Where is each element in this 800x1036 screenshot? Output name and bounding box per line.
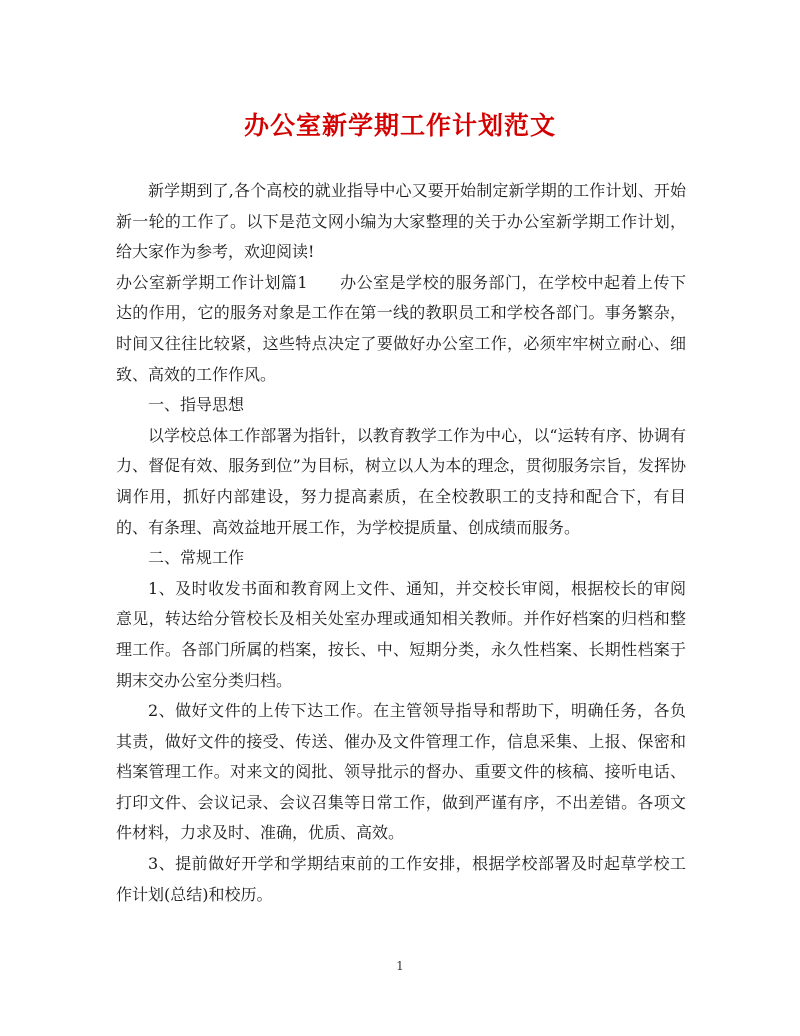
routine-item-3: 3、提前做好开学和学期结束前的工作安排，根据学校部署及时起草学校工作计划(总结)和校历。 <box>116 854 686 904</box>
document-title: 办公室新学期工作计划范文 <box>243 111 556 140</box>
chapter-label: 办公室新学期工作计划篇1 <box>116 272 308 292</box>
routine-item-1: 1、及时收发书面和教育网上文件、通知，并交校长审阅，根据校长的审阅意见，转达给分管校长及相关处室办理或通知相关教师。并作好档案的归档和整理工作。各部门所属的档案，按长、中、短期分类，永久性档案、长期性档案于期末交办公室分类归档。 <box>116 578 686 690</box>
routine-item-2: 2、做好文件的上传下达工作。在主管领导指导和帮助下，明确任务，各负其责，做好文件的接受、传送、催办及文件管理工作，信息采集、上报、保密和档案管理工作。对来文的阅批、领导批示的督办、重要文件的核稿、接听电话、打印文件、会议记录、会议召集等日常工作，做到严谨有序，不出差错。各项文件材料，力求及时、准确，优质、高效。 <box>116 701 686 843</box>
guiding-paragraph: 以学校总体工作部署为指针，以教育教学工作为中心，以“运转有序、协调有力、督促有效、服务到位”为目标，树立以人为本的理念，贯彻服务宗旨，发挥协调作用，抓好内部建设，努力提高素质，在全校教职工的支持和配合下，有目的、有条理、高效益地开展工作，为学校提质量、创成绩而服务。 <box>116 425 686 537</box>
intro-paragraph: 新学期到了,各个高校的就业指导中心又要开始制定新学期的工作计划、开始新一轮的工作了。以下是范文网小编为大家整理的关于办公室新学期工作计划，给大家作为参考，欢迎阅读! <box>116 181 686 262</box>
document-body <box>116 176 686 910</box>
section-heading-routine: 二、常规工作 <box>148 548 245 568</box>
section-heading-guiding: 一、指导思想 <box>148 395 245 415</box>
page-number: 1 <box>396 959 404 973</box>
chapter-paragraph <box>116 268 686 390</box>
chapter-text: 办公室是学校的服务部门，在学校中起着上传下达的作用，它的服务对象是工作在第一线的教职员工和学校各部门。事务繁杂，时间又往往比较紧，这些特点决定了要做好办公室工作，必须牢牢树立耐心、细致、高效的工作作风。 <box>116 272 686 384</box>
